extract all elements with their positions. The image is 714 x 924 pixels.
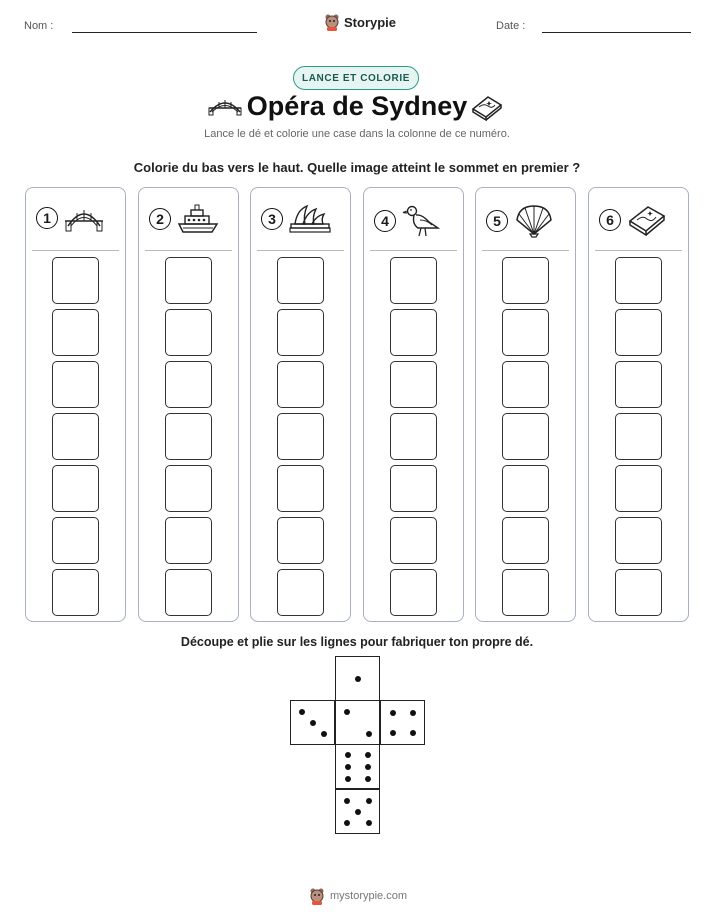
column-divider <box>145 250 232 251</box>
die-face-2 <box>335 700 380 745</box>
bridge-icon <box>64 204 104 232</box>
color-cell[interactable] <box>277 517 324 564</box>
color-cell[interactable] <box>165 465 212 512</box>
die-pip <box>321 731 327 737</box>
name-line[interactable] <box>72 32 257 33</box>
color-cell[interactable] <box>615 413 662 460</box>
column-number: 4 <box>374 210 396 232</box>
die-face-5 <box>335 789 380 834</box>
column-header <box>36 204 104 232</box>
die-pip <box>366 731 372 737</box>
die-face-6 <box>335 744 380 789</box>
page-subtitle: Lance le dé et colorie une case dans la colonne de ce numéro. <box>204 128 510 140</box>
column-header <box>599 204 667 236</box>
die-pip <box>365 764 371 770</box>
die-face-1 <box>335 656 380 701</box>
column-divider <box>370 250 457 251</box>
die-face-3 <box>290 700 335 745</box>
color-cell[interactable] <box>502 257 549 304</box>
footer-url[interactable]: mystorypie.com <box>330 890 408 902</box>
color-cell[interactable] <box>277 309 324 356</box>
die-pip <box>310 720 316 726</box>
color-cell[interactable] <box>615 309 662 356</box>
storypie-mascot-icon <box>308 887 326 905</box>
column-2 <box>138 187 239 622</box>
color-cell[interactable] <box>502 517 549 564</box>
color-cell[interactable] <box>52 569 99 616</box>
color-cell[interactable] <box>52 465 99 512</box>
column-number: 3 <box>261 208 283 230</box>
color-cell[interactable] <box>615 361 662 408</box>
die-pip <box>355 676 361 682</box>
page-title: Opéra de Sydney <box>246 91 468 121</box>
name-label: Nom : <box>24 20 54 32</box>
color-cell[interactable] <box>165 257 212 304</box>
column-5 <box>475 187 576 622</box>
color-cell[interactable] <box>502 361 549 408</box>
color-cell[interactable] <box>165 517 212 564</box>
color-cell[interactable] <box>615 569 662 616</box>
column-divider <box>595 250 682 251</box>
dice-net[interactable] <box>290 656 425 834</box>
color-cell[interactable] <box>390 257 437 304</box>
color-cell[interactable] <box>165 361 212 408</box>
color-cell[interactable] <box>390 517 437 564</box>
column-4 <box>363 187 464 622</box>
color-cell[interactable] <box>390 413 437 460</box>
color-cell[interactable] <box>615 257 662 304</box>
die-pip <box>344 820 350 826</box>
color-cell[interactable] <box>52 257 99 304</box>
column-6 <box>588 187 689 622</box>
color-cell[interactable] <box>390 569 437 616</box>
die-pip <box>366 820 372 826</box>
map-icon <box>627 204 667 236</box>
die-pip <box>345 764 351 770</box>
color-cell[interactable] <box>277 257 324 304</box>
column-header <box>374 204 442 238</box>
die-pip <box>345 776 351 782</box>
instruction-text: Colorie du bas vers le haut. Quelle image atteint le sommet en premier ? <box>133 160 581 175</box>
color-cell[interactable] <box>502 413 549 460</box>
column-3 <box>250 187 351 622</box>
die-pip <box>410 730 416 736</box>
dice-instruction: Découpe et plie sur les lignes pour fabriquer ton propre dé. <box>180 635 534 649</box>
color-cell[interactable] <box>502 569 549 616</box>
die-pip <box>390 730 396 736</box>
die-pip <box>390 710 396 716</box>
color-cell[interactable] <box>502 465 549 512</box>
die-pip <box>366 798 372 804</box>
color-cell[interactable] <box>390 309 437 356</box>
die-pip <box>355 809 361 815</box>
column-header <box>261 204 331 234</box>
footer <box>308 887 407 905</box>
column-number: 5 <box>486 210 508 232</box>
map-icon <box>470 93 504 121</box>
color-cell[interactable] <box>52 361 99 408</box>
color-cell[interactable] <box>390 361 437 408</box>
die-pip <box>299 709 305 715</box>
die-pip <box>344 709 350 715</box>
storypie-mascot-icon <box>324 13 340 31</box>
die-pip <box>345 752 351 758</box>
color-cell[interactable] <box>615 517 662 564</box>
color-cell[interactable] <box>502 309 549 356</box>
column-number: 2 <box>149 208 171 230</box>
column-number: 6 <box>599 209 621 231</box>
column-number: 1 <box>36 207 58 229</box>
color-cell[interactable] <box>277 413 324 460</box>
color-cell[interactable] <box>165 569 212 616</box>
brand-name: Storypie <box>344 14 397 30</box>
color-cell[interactable] <box>615 465 662 512</box>
ferry-boat-icon <box>177 204 219 234</box>
die-pip <box>365 752 371 758</box>
color-cell[interactable] <box>390 465 437 512</box>
column-divider <box>482 250 569 251</box>
die-pip <box>410 710 416 716</box>
column-header <box>149 204 219 234</box>
die-pip <box>365 776 371 782</box>
opera-house-icon <box>289 204 331 234</box>
activity-badge: LANCE ET COLORIE <box>293 66 419 90</box>
color-cell[interactable] <box>277 361 324 408</box>
column-header <box>486 204 554 238</box>
date-line[interactable] <box>542 32 691 33</box>
color-cell[interactable] <box>52 309 99 356</box>
color-cell[interactable] <box>52 517 99 564</box>
column-divider <box>257 250 344 251</box>
color-cell[interactable] <box>165 413 212 460</box>
color-cell[interactable] <box>277 465 324 512</box>
color-cell[interactable] <box>165 309 212 356</box>
column-divider <box>32 250 119 251</box>
color-cell[interactable] <box>277 569 324 616</box>
seagull-icon <box>402 204 442 238</box>
die-pip <box>344 798 350 804</box>
date-label: Date : <box>496 20 526 32</box>
seashell-icon <box>514 204 554 238</box>
die-face-4 <box>380 700 425 745</box>
brand-logo <box>324 13 396 31</box>
color-cell[interactable] <box>52 413 99 460</box>
column-1 <box>25 187 126 622</box>
